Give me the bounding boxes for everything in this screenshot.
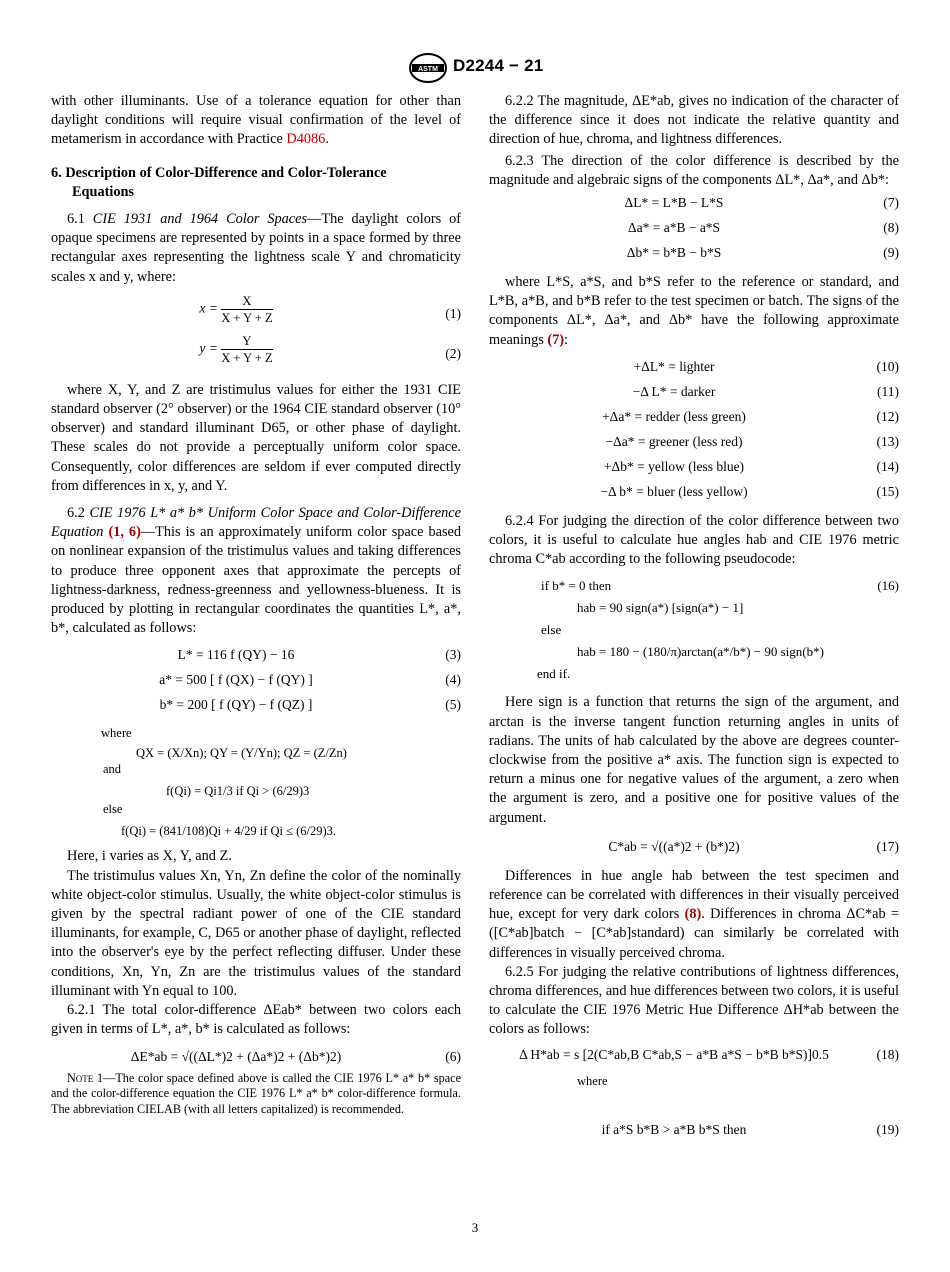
section-6-heading: 6. Description of Color-Difference and Color-Tolerance Equations bbox=[51, 164, 387, 200]
page-header bbox=[0, 52, 950, 86]
equation-9: Δb* = b*B − b*S (9) bbox=[626, 245, 899, 261]
paragraph-hue-differences: Differences in hue angle hab between the test specimen and reference can be correlated with differences in their visually perceived hue, except for very dark colors (8). Differences in chroma ΔC*ab = ([C*ab]batch − [C*ab]standard) can similarly be correlated with differences in visually perceived chroma. bbox=[489, 867, 899, 961]
pseudocode-hab-2: hab = 180 − (180/π)arctan(a*/b*) − 90 sign(b*) bbox=[577, 644, 824, 660]
paragraph-6-2-2: 6.2.2 The magnitude, ΔE*ab, gives no indication of the character of the difference since it does not indicate the relative quantity and direction of hue, chroma, and lightness differences. bbox=[489, 93, 899, 148]
note-1: Note 1—The color space defined above is called the CIE 1976 L* a* b* space and the color-difference equation the CIE 1976 L* a* b* color-difference formula. The abbreviation CIELAB (with all letters capitalized) is recommended. bbox=[51, 1070, 462, 1116]
right-column bbox=[489, 92, 899, 1142]
equation-2: y = $\frac{Y}{X + Y + Z}$ (2) bbox=[199, 333, 461, 365]
equation-3: L* = 116 f (QY) − 16 (3) bbox=[177, 647, 461, 663]
equation-8: Δa* = a*B − a*S (8) bbox=[627, 220, 899, 236]
paragraph-6-1: 6.1 CIE 1931 and 1964 Color Spaces—The daylight colors of opaque specimens are represented by points in a space formed by three rectangular axes representing the lightness scale Y and chromaticity scales x and y, where: bbox=[51, 211, 461, 285]
q-definitions: QX = (X/Xn); QY = (Y/Yn); QZ = (Z/Zn) bbox=[136, 746, 347, 761]
reference-8-link[interactable]: (8) bbox=[684, 906, 702, 923]
paragraph-sign-function: Here sign is a function that returns the sign of the argument, and arctan is the inverse tangent function returning angles in units of radians. The units of hab calculated by the above are degrees counter-clockwise from the positive a* axis. The function sign is expected to return a minus one for negative values of the argument, a zero when the argument is zero, and a positive one for positive values of the argument. bbox=[489, 694, 899, 826]
pseudocode-hab-1: hab = 90 sign(a*) [sign(a*) − 1] bbox=[577, 600, 744, 616]
meaning-12: +Δa* = redder (less green) (12) bbox=[602, 408, 899, 424]
standard-designation: D2244 − 21 bbox=[453, 56, 544, 75]
meaning-13: −Δa* = greener (less red) (13) bbox=[605, 433, 899, 449]
equation-4: a* = 500 [ f (QX) − f (QY) ] (4) bbox=[159, 672, 461, 688]
astm-logo-icon bbox=[408, 52, 448, 84]
equation-5: b* = 200 [ f (QY) − f (QZ) ] (5) bbox=[159, 697, 461, 713]
equation-1: x = $\frac{X}{X + Y + Z}$ (1) bbox=[199, 293, 461, 325]
meaning-15: −Δ b* = bluer (less yellow) (15) bbox=[600, 483, 899, 499]
pseudocode-else: else bbox=[541, 622, 562, 638]
where-label: where bbox=[101, 726, 132, 741]
paragraph-6-2-3: 6.2.3 The direction of the color difference is described by the magnitude and algebraic signs of the components ΔL*, Δa*, and Δb*: bbox=[489, 152, 899, 188]
paragraph-where-xyz: where X, Y, and Z are tristimulus values for either the 1931 CIE standard observer (2° observer) or the 1964 CIE standard observer (10° observer) and standard illuminant D65, or other phase of daylight. These scales do not provide a perceptually uniform color space. Consequently, color differences are seldom if ever computed directly from differences in x, y, and Y. bbox=[51, 381, 461, 494]
meaning-11: −Δ L* = darker (11) bbox=[632, 383, 899, 399]
pseudocode-if: if b* = 0 then (16) bbox=[541, 578, 899, 594]
meaning-10: +ΔL* = lighter (10) bbox=[633, 358, 899, 374]
paragraph-6-2-5: 6.2.5 For judging the relative contributions of lightness differences, chroma differences, and hue differences between two colors, it is useful to calculate the CIE 1976 Metric Hue Difference ΔH*ab between the colors as follows: bbox=[489, 963, 899, 1038]
f-definition-2: f(Qi) = (841/108)Qi + 4/29 if Qi ≤ (6/29)3. bbox=[121, 824, 337, 839]
equation-6: ΔE*ab = √((ΔL*)2 + (Δa*)2 + (Δb*)2) (6) bbox=[130, 1048, 461, 1064]
equation-7: ΔL* = L*B − L*S (7) bbox=[624, 195, 899, 211]
equation-18: Δ H*ab = s [2(C*ab,B C*ab,S − a*B a*S − b*B b*S)]0.5 (18) bbox=[519, 1046, 899, 1062]
left-column bbox=[51, 92, 461, 1117]
reference-link[interactable]: (1, 6) bbox=[108, 524, 141, 541]
f-definition-1: f(Qi) = Qi1/3 if Qi > (6/29)3 bbox=[166, 784, 310, 799]
pseudocode-endif: end if. bbox=[537, 666, 571, 682]
paragraph-where-components: where L*S, a*S, and b*S refer to the reference or standard, and L*B, a*B, and b*B refer to the test specimen or batch. The signs of the components ΔL*, Δa*, and Δb* have the following approximate meanings (7): bbox=[489, 274, 899, 348]
svg-text:ASTM: ASTM bbox=[418, 66, 438, 73]
meaning-14: +Δb* = yellow (less blue) (14) bbox=[603, 458, 899, 474]
intro-paragraph: with other illuminants. Use of a tolerance equation for other than daylight conditions will require visual confirmation of the level of metamerism in accordance with Practice D4086. bbox=[51, 93, 461, 148]
equation-19: if a*S b*B > a*B b*S then (19) bbox=[601, 1121, 899, 1137]
practice-d4086-link[interactable]: D4086 bbox=[286, 131, 326, 148]
and-label: and bbox=[103, 762, 122, 777]
paragraph-here-i: Here, i varies as X, Y, and Z. bbox=[67, 848, 232, 865]
paragraph-6-2-4: 6.2.4 For judging the direction of the color difference between two colors, it is useful to calculate hue angles hab and CIE 1976 metric chroma C*ab according to the following pseudocode: bbox=[489, 512, 899, 568]
where-label-18: where bbox=[577, 1073, 608, 1088]
paragraph-tristimulus: The tristimulus values Xn, Yn, Zn define the color of the nominally white object-color stimulus. Usually, the white object-color stimulus is given by the spectral radiant power of one of the CIE standard illuminants, for example, C, D65 or another phase of daylight, reflected into the observer's eye by the perfect reflecting diffuser. Under these conditions, Xn, Yn, Zn are the tristimulus values of the standard illuminant with Yn equal to 100. bbox=[51, 867, 461, 999]
equation-17: C*ab = √((a*)2 + (b*)2) (17) bbox=[608, 838, 899, 854]
page-number: 3 bbox=[471, 1220, 479, 1235]
paragraph-6-2: 6.2 CIE 1976 L* a* b* Uniform Color Space and Color-Difference Equation (1, 6)—This is an approximately uniform color space based on nonlinear expansion of the tristimulus values and taking differences to produce three opponent axes that approximate the percepts of lightness-darkness, redness-greenness and yellowness-blueness. It is produced by plotting in rectangular coordinates the quantities L*, a*, b*, calculated as follows: bbox=[51, 505, 462, 637]
paragraph-6-2-1: 6.2.1 The total color-difference ΔEab* between two colors each given in terms of L*, a*, b* is calculated as follows: bbox=[51, 1002, 461, 1038]
else-label: else bbox=[103, 802, 123, 817]
reference-7-link[interactable]: (7) bbox=[547, 331, 565, 348]
